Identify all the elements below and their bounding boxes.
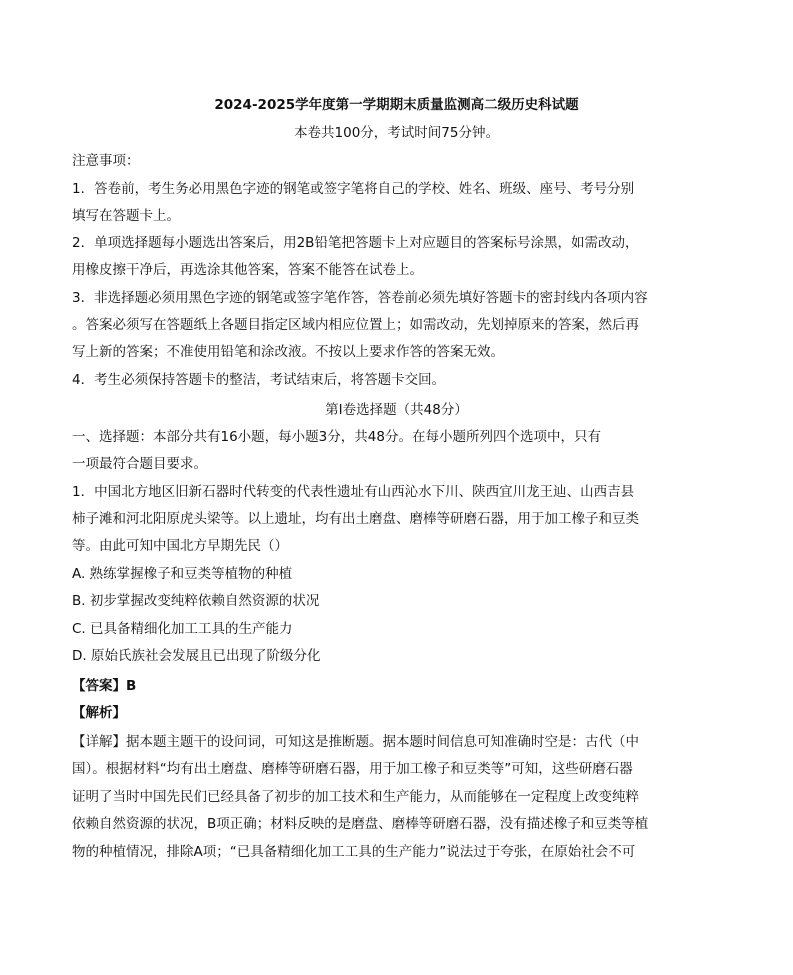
notice-line: 3．非选择题必须用黑色字迹的钢笔或签字笔作答，答卷前必须先填好答题卡的密封线内各项内容 <box>72 290 648 306</box>
question-stem: 1．中国北方地区旧新石器时代转变的代表性遗址有山西沁水下川、陕西宜川龙王辿、山西吉县 <box>72 484 635 500</box>
question-stem: 柿子滩和河北阳原虎头梁等。以上遗址，均有出土磨盘、磨棒等研磨石器，用于加工橡子和豆类 <box>72 511 639 527</box>
section-instruction: 一、选择题：本部分共有16小题，每小题3分，共48分。在每小题所列四个选项中，只有 <box>72 429 601 445</box>
detail-line: 国）。根据材料“均有出土磨盘、磨棒等研磨石器，用于加工橡子和豆类等”可知，这些研磨石器 <box>72 761 633 777</box>
option-a: A. 熟练掌握橡子和豆类等植物的种植 <box>72 566 293 582</box>
notice-line: 4．考生必须保持答题卡的整洁，考试结束后，将答题卡交回。 <box>72 372 446 388</box>
option-c: C. 已具备精细化加工工具的生产能力 <box>72 621 293 637</box>
detail-line: 物的种植情况，排除A项；“已具备精细化加工工具的生产能力”说法过于夸张，在原始社会不可 <box>72 844 636 860</box>
notice-line: 用橡皮擦干净后，再选涂其他答案，答案不能答在试卷上。 <box>72 262 423 278</box>
notice-line: 填写在答题卡上。 <box>72 208 180 224</box>
detail-line: 【详解】据本题主题干的设问词，可知这是推断题。据本题时间信息可知准确时空是：古代（中 <box>72 734 639 750</box>
analysis-label: 【解析】 <box>72 705 126 721</box>
exam-subtitle: 本卷共100分，考试时间75分钟。 <box>294 125 499 141</box>
answer-label: 【答案】B <box>72 678 137 694</box>
notice-line: 2．单项选择题每小题选出答案后，用2B铅笔把答题卡上对应题目的答案标号涂黑，如需改动， <box>72 235 639 251</box>
section-instruction: 一项最符合题目要求。 <box>72 456 207 472</box>
notice-line: 1．答卷前，考生务必用黑色字迹的钢笔或签字笔将自己的学校、姓名、班级、座号、考号分别 <box>72 181 635 197</box>
question-stem: 等。由此可知中国北方早期先民（） <box>72 538 288 554</box>
notice-line: 写上新的答案；不准使用铅笔和涂改液。不按以上要求作答的答案无效。 <box>72 344 504 360</box>
option-d: D. 原始氏族社会发展且已出现了阶级分化 <box>72 648 321 664</box>
option-b: B. 初步掌握改变纯粹依赖自然资源的状况 <box>72 593 320 609</box>
notice-line: 。答案必须写在答题纸上各题目指定区域内相应位置上；如需改动，先划掉原来的答案，然后再 <box>72 317 639 333</box>
notice-heading: 注意事项： <box>72 153 140 169</box>
exam-title: 2024-2025学年度第一学期期末质量监测高二级历史科试题 <box>214 97 579 113</box>
detail-line: 依赖自然资源的状况，B项正确；材料反映的是磨盘、磨棒等研磨石器，没有描述橡子和豆类等植 <box>72 816 649 832</box>
detail-line: 证明了当时中国先民们已经具备了初步的加工技术和生产能力，从而能够在一定程度上改变纯粹 <box>72 789 639 805</box>
section-title: 第Ⅰ卷选择题（共48分） <box>325 402 468 418</box>
